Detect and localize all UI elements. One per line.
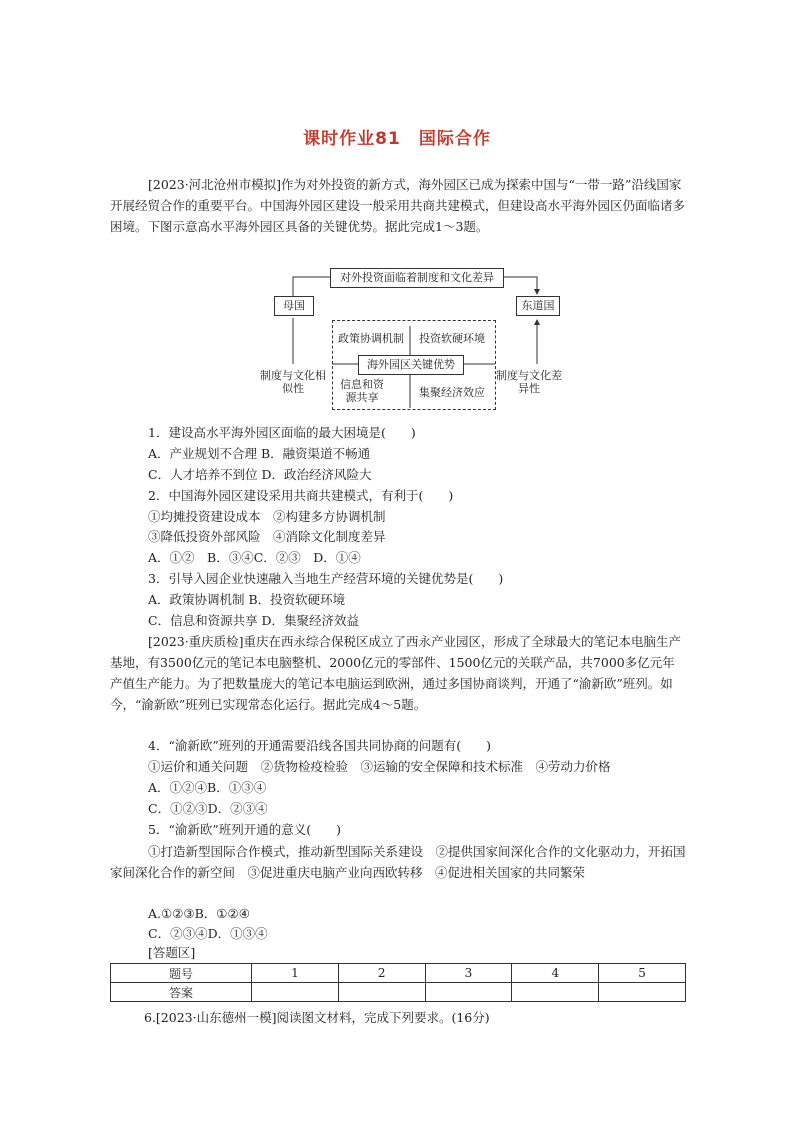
question-3-options-a: A．政策协调机制 B．投资软硬环境 [148,592,346,607]
diagram-investment-environment: 投资软硬环境 [419,332,485,345]
answer-cell-2[interactable] [338,983,425,1002]
diagram-similarity-label: 制度与文化相似性 [260,369,326,395]
table-cell: 4 [512,964,599,983]
question-1-options-a: A．产业规划不合理 B．融资渠道不畅通 [148,446,371,461]
intro-paragraph-2: [2023·重庆质检]重庆在西永综合保税区成立了西永产业园区，形成了全球最大的笔记本电脑生产基地，有3500亿元的笔记本电脑整机、2000亿元的零部件、1500亿元的关联产品，共7000多亿元年产值生产能力。为了把数量庞大的笔记本电脑运到欧洲，通过多国协商谈判，开通了“渝新欧”班列。如今，“渝新欧”班列已实现常态化运行。据此完成4～5题。 [110,634,682,712]
diagram-center-box: 海外园区关键优势 [358,355,464,375]
question-4-items: ①运价和通关问题 ②货物检疫检验 ③运输的安全保障和技术标准 ④劳动力价格 [148,759,611,774]
advantage-diagram [250,258,570,418]
question-4-stem: 4．“渝新欧”班列的开通需要沿线各国共同协商的问题有( ) [148,738,491,753]
diagram-info-sharing: 信息和资源共享 [340,378,384,404]
intro-paragraph-1: [2023·河北沧州市模拟]作为对外投资的新方式，海外园区已成为探索中国与“一带一路”沿线国家开展经贸合作的重要平台。中国海外园区建设一般采用共商共建模式，但建设高水平海外园区仍面临诸多困境。下图示意高水平海外园区具备的关键优势。据此完成1～3题。 [110,177,686,234]
question-2-items-1: ①均摊投资建设成本 ②构建多方协调机制 [148,509,386,524]
question-2-stem: 2．中国海外园区建设采用共商共建模式，有利于( ) [148,488,454,503]
question-3-stem: 3．引导入园企业快速融入当地生产经营环境的关键优势是( ) [148,571,504,586]
answer-table-header-row [111,964,686,983]
diagram-host-country-box: 东道国 [516,296,560,316]
answer-cell-4[interactable] [512,983,599,1002]
diagram-home-country-box: 母国 [274,296,314,316]
table-cell: 1 [252,964,339,983]
table-cell: 答案 [111,983,252,1002]
answer-area-label: [答题区] [148,945,196,960]
question-6-stem: 6.[2023·山东德州一模]阅读图文材料，完成下列要求。(16分) [144,1010,490,1025]
table-cell: 5 [599,964,686,983]
answer-cell-3[interactable] [425,983,512,1002]
question-5-options-c: C．②③④D．①③④ [148,926,268,941]
question-3-options-c: C．信息和资源共享 D．集聚经济效益 [148,613,360,628]
question-5-stem: 5．“渝新欧”班列开通的意义( ) [148,822,341,837]
question-1-stem: 1．建设高水平海外园区面临的最大困境是( ) [148,425,416,440]
answer-cell-5[interactable] [599,983,686,1002]
answer-cell-1[interactable] [252,983,339,1002]
question-4-options-c: C．①②③D．②③④ [148,801,268,816]
question-5-body: ①打造新型国际合作模式，推动新型国际关系建设 ②提供国家间深化合作的文化驱动力，开拓国家间深化合作的新空间 ③促进重庆电脑产业向西欧转移 ④促进相关国家的共同繁荣 [110,844,686,880]
diagram-agglomeration: 集聚经济效应 [419,386,485,399]
question-4-options-a: A．①②④B．①③④ [148,780,267,795]
question-1-options-c: C．人才培养不到位 D．政治经济风险大 [148,467,372,482]
diagram-top-box: 对外投资面临着制度和文化差异 [330,268,504,288]
question-2-options: A．①② B．③④C．②③ D．①④ [148,550,361,565]
table-cell: 3 [425,964,512,983]
table-cell: 2 [338,964,425,983]
question-2-items-2: ③降低投资外部风险 ④消除文化制度差异 [148,529,386,544]
answer-table [110,963,686,1002]
page-title: 课时作业81 国际合作 [303,129,491,149]
table-cell: 题号 [111,964,252,983]
question-5-options-a: A.①②③B．①②④ [148,906,250,921]
answer-table-answer-row [111,983,686,1002]
diagram-difference-label: 制度与文化差异性 [496,369,562,395]
diagram-policy-coordination: 政策协调机制 [338,332,404,345]
